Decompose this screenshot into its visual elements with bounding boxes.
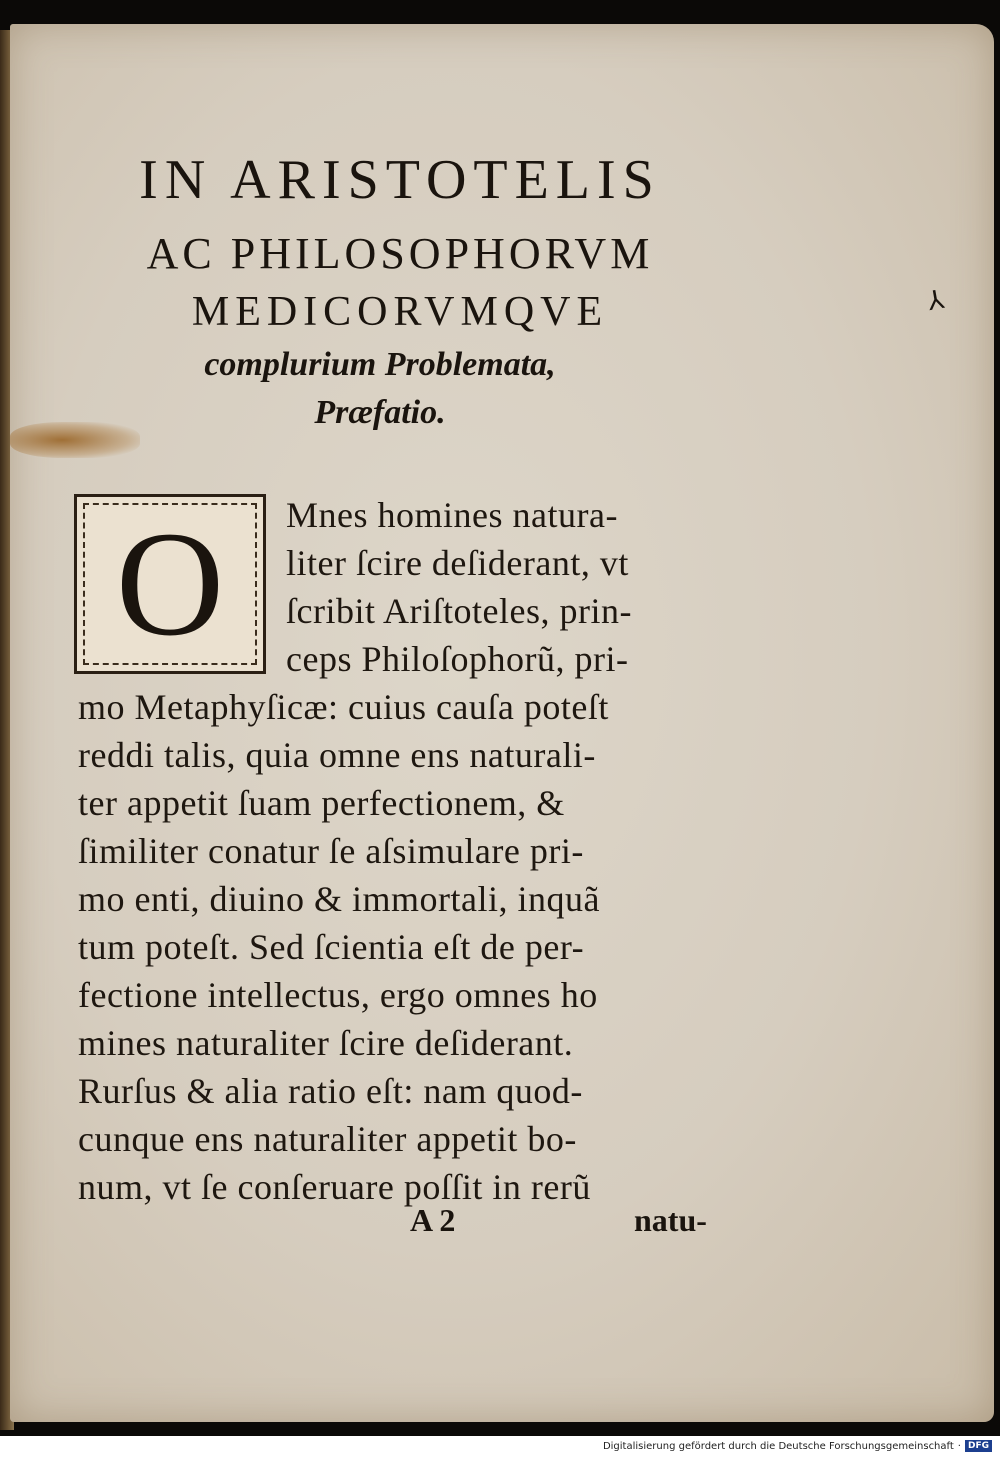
body-line: fectione intellectus, ergo omnes ho	[78, 975, 598, 1015]
title-line-5: Præfatio.	[314, 394, 446, 431]
body-line: ceps Philoſophorũ, pri-	[286, 639, 629, 679]
body-line: tum poteſt. Sed ſcientia eſt de per-	[78, 927, 585, 967]
title-line-1: IN ARISTOTELIS	[139, 149, 661, 211]
margin-mark: ⅄	[925, 284, 947, 318]
digitization-credit: Digitalisierung gefördert durch die Deutsche Forschungsgemeinschaft · DFG	[603, 1440, 992, 1452]
signature-mark: A 2	[410, 1202, 456, 1238]
body-line: reddi talis, quia omne ens naturali-	[78, 735, 596, 775]
body-line: cunque ens naturaliter appetit bo-	[78, 1119, 577, 1159]
title-line-2: AC PHILOSOPHORVM	[146, 229, 654, 278]
body-line: ſimiliter conatur ſe aſsimulare pri-	[78, 831, 584, 871]
dfg-logo-icon: DFG	[965, 1440, 992, 1452]
body-line: Mnes homines natura-	[286, 495, 618, 535]
body-line: liter ſcire deſiderant, vt	[286, 543, 629, 583]
body-line: Rurſus & alia ratio eſt: nam quod-	[78, 1071, 583, 1111]
body-line: mo Metaphyſicæ: cuius cauſa poteſt	[78, 687, 609, 727]
title-line-4: complurium Problemata,	[204, 346, 556, 383]
title-line-3: MEDICORVMQVE	[191, 289, 609, 335]
credit-text: Digitalisierung gefördert durch die Deutsche Forschungsgemeinschaft	[602, 1440, 954, 1452]
body-line: ter appetit ſuam perfectionem, &	[78, 783, 565, 823]
decorated-initial	[74, 494, 266, 674]
body-line: ſcribit Ariſtoteles, prin-	[286, 591, 632, 631]
initial-letter: O	[115, 501, 225, 667]
catchword: natu-	[634, 1202, 707, 1238]
body-line: num, vt ſe conſeruare poſſit in rerũ	[78, 1167, 591, 1207]
body-line: mines naturaliter ſcire deſiderant.	[78, 1023, 574, 1063]
body-line: mo enti, diuino & immortali, inquã	[78, 879, 600, 919]
